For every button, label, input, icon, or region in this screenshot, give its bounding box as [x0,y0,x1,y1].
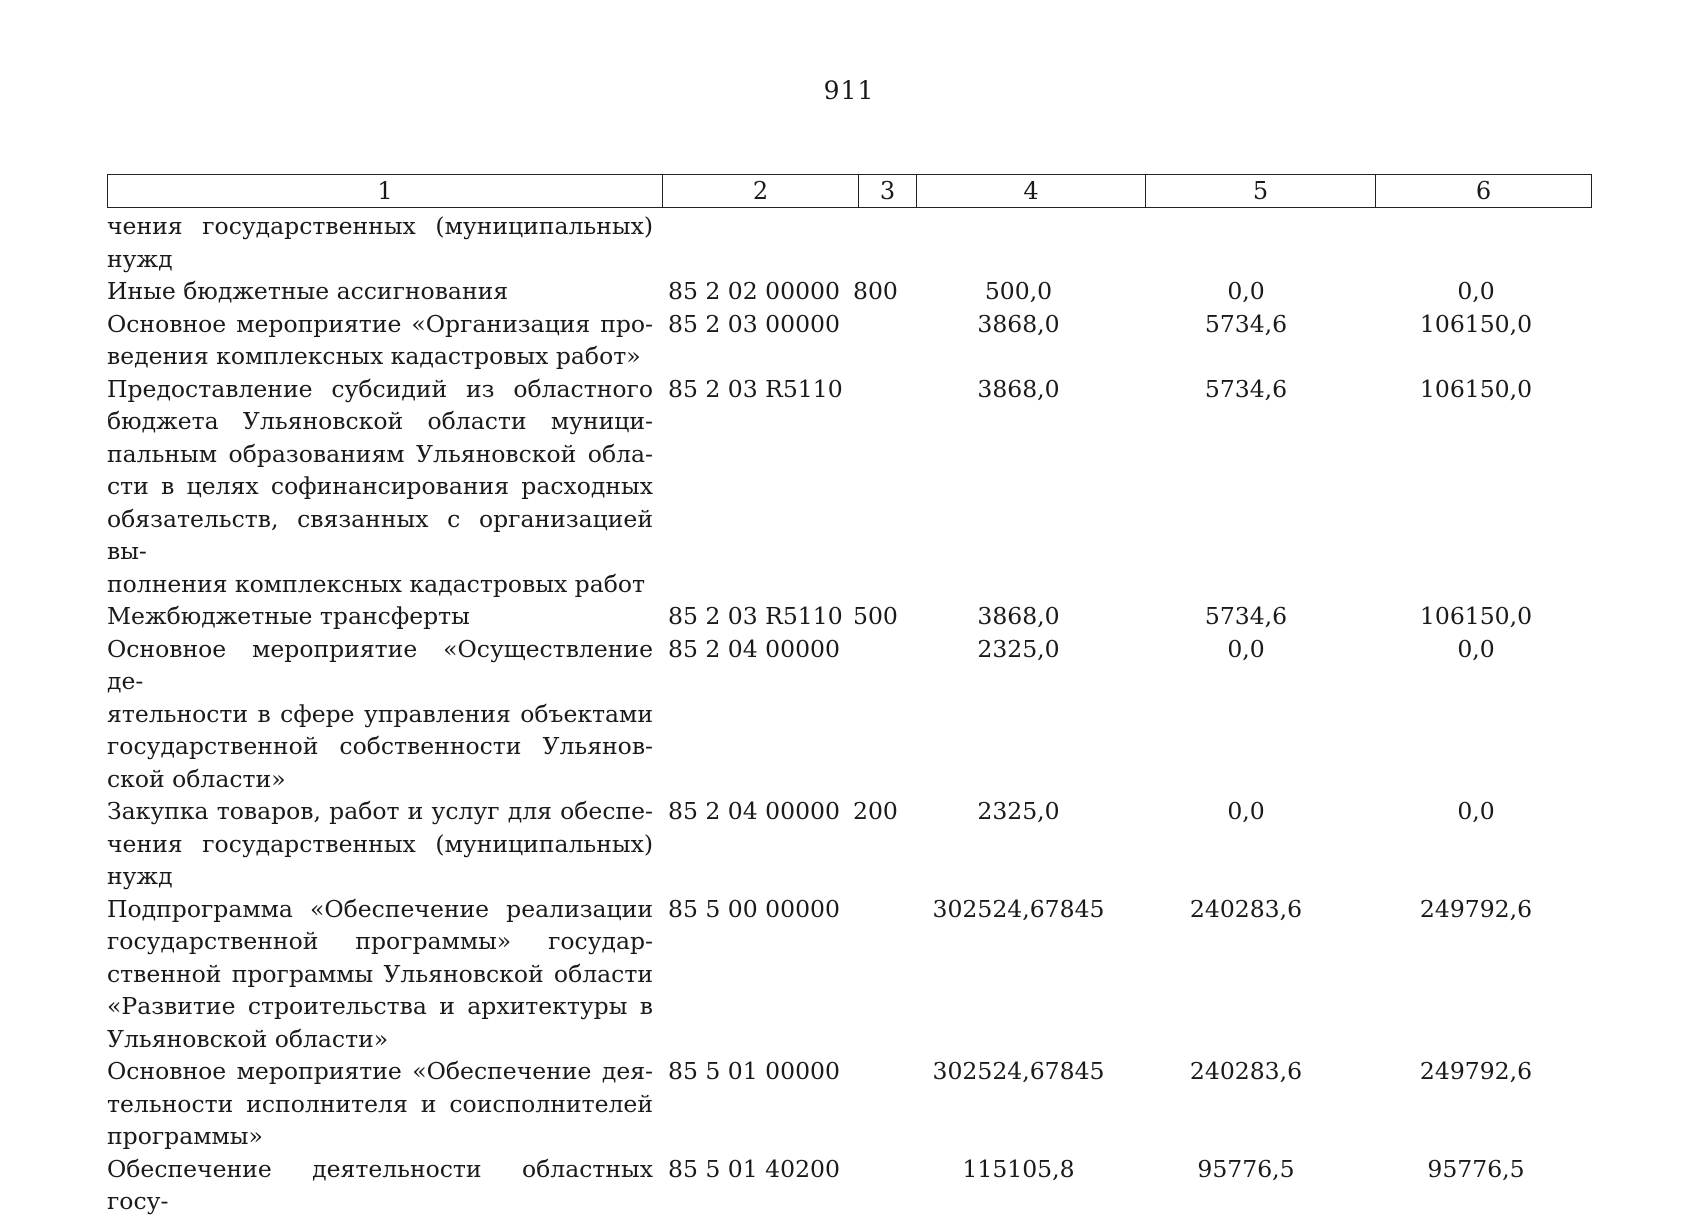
row-expense-type: 200 [853,797,898,825]
table-row [107,373,1591,601]
table-row [107,795,1591,893]
row-value-col6: 106150,0 [1419,374,1533,403]
column-header-table [107,174,1592,208]
row-name-line: бюджета Ульяновской области муници- [107,407,653,435]
row-code: 85 2 03 R5110 [668,374,843,403]
column-header-5: 5 [1146,175,1376,208]
row-name-line: полнения комплексных кадастровых работ [107,569,646,598]
row-value-col6: 0,0 [1457,277,1495,305]
row-value-col5: 95776,5 [1197,1154,1295,1183]
row-value-col6: 249792,6 [1419,894,1533,923]
row-value-col6: 106150,0 [1419,309,1533,338]
page-number: 911 [823,76,875,105]
row-name-line: Основное мероприятие «Организация про- [107,309,653,338]
row-value-col4: 500,0 [984,277,1053,305]
row-code: 85 2 04 00000 [668,797,840,825]
row-name [107,210,653,275]
row-value-col5: 240283,6 [1189,894,1303,923]
row-value-col4: 3868,0 [977,309,1060,338]
column-header-row [108,175,1592,208]
table-row [107,600,1591,633]
row-value-col5: 5734,6 [1204,309,1288,338]
budget-table-body [107,210,1591,1218]
row-value-col6: 0,0 [1457,634,1495,663]
column-header-1: 1 [108,175,663,208]
row-value-col5: 240283,6 [1189,1057,1303,1085]
row-code: 85 5 00 00000 [668,894,840,923]
row-value-col5: 0,0 [1227,797,1265,825]
row-name-line: ской области» [107,764,286,793]
row-code: 85 2 02 00000 [668,277,840,305]
row-name-line: пальным образованиям Ульяновской обла- [107,439,653,468]
table-row [107,1055,1591,1153]
row-value-col6: 249792,6 [1419,1057,1533,1085]
row-name-line: государственной программы» государ- [107,927,653,955]
row-name-line: Иные бюджетные ассигнования [107,277,509,305]
row-value-col4: 3868,0 [977,602,1060,630]
row-name-line: Основное мероприятие «Осуществление де- [107,634,653,695]
row-expense-type: 800 [853,277,898,305]
row-code: 85 2 03 R5110 [668,602,843,630]
row-name-line: сти в целях софинансирования расходных [107,472,653,500]
row-value-col4: 3868,0 [977,374,1060,403]
table-row [107,1153,1591,1218]
column-header-6: 6 [1376,175,1592,208]
row-name [107,1055,653,1153]
row-name-line: Ульяновской области» [107,1024,389,1053]
row-name-line: нужд [107,862,173,890]
row-name-line: программы» [107,1122,263,1150]
row-name [107,1153,653,1218]
row-name-line: нужд [107,244,173,273]
row-name-line: «Развитие строительства и архитектуры в [107,992,653,1020]
row-name-line: Предоставление субсидий из областного [107,374,653,403]
row-name [107,633,653,796]
row-name-line: Основное мероприятие «Обеспечение дея- [107,1057,653,1085]
row-code: 85 5 01 40200 [668,1154,840,1183]
table-row [107,210,1591,275]
table-row [107,308,1591,373]
row-name-line: Обеспечение деятельности областных госу- [107,1154,653,1215]
row-code: 85 5 01 00000 [668,1057,840,1085]
table-row [107,893,1591,1056]
column-header-4: 4 [917,175,1146,208]
row-name [107,795,653,893]
table-row [107,633,1591,796]
row-name-line: ственной программы Ульяновской области [107,959,653,988]
row-name [107,893,653,1056]
row-name-line: тельности исполнителя и соисполнителей [107,1089,653,1118]
row-name-line: Подпрограмма «Обеспечение реализации [107,894,653,923]
row-name-line: чения государственных (муниципальных) [107,829,653,858]
row-value-col5: 0,0 [1227,634,1265,663]
row-name-line: ятельности в сфере управления объектами [107,699,653,728]
row-name [107,600,653,633]
column-header-2: 2 [663,175,859,208]
table-row [107,275,1591,308]
row-value-col4: 302524,67845 [932,1057,1105,1085]
row-name-line: государственной собственности Ульянов- [107,732,653,760]
column-header-3: 3 [859,175,917,208]
row-name-line: чения государственных (муниципальных) [107,212,653,240]
row-code: 85 2 04 00000 [668,634,840,663]
row-name-line: ведения комплексных кадастровых работ» [107,342,641,370]
row-code: 85 2 03 00000 [668,309,840,338]
row-value-col5: 0,0 [1227,277,1265,305]
row-expense-type: 500 [853,602,898,630]
row-name-line: Межбюджетные трансферты [107,602,470,630]
row-value-col6: 0,0 [1457,797,1495,825]
row-value-col5: 5734,6 [1204,602,1288,630]
row-value-col6: 106150,0 [1419,602,1533,630]
row-name-line: обязательств, связанных с организацией вы- [107,504,653,565]
row-value-col6: 95776,5 [1427,1154,1525,1183]
row-value-col5: 5734,6 [1204,374,1288,403]
row-value-col4: 302524,67845 [932,894,1105,923]
row-value-col4: 115105,8 [962,1154,1075,1183]
row-name [107,275,653,308]
row-name [107,373,653,601]
row-value-col4: 2325,0 [977,634,1060,663]
row-name [107,308,653,373]
row-value-col4: 2325,0 [977,797,1060,825]
row-name-line: Закупка товаров, работ и услуг для обеспе- [107,797,653,825]
